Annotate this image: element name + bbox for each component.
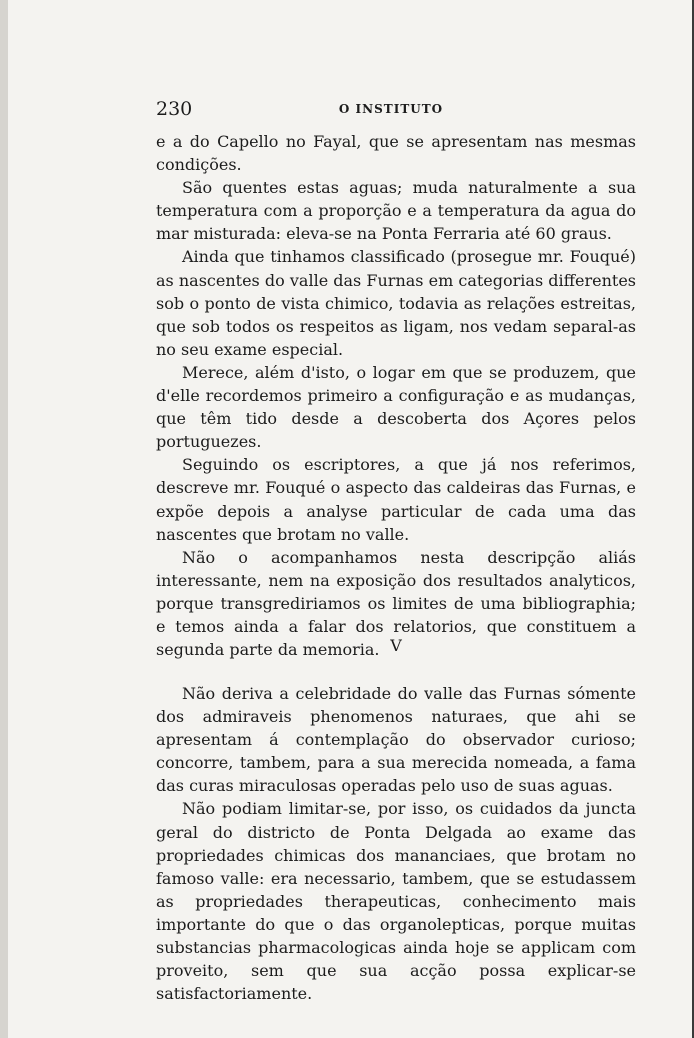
paragraph: São quentes estas aguas; muda naturalmente a sua temperatura com a proporção e a temperatura da agua do mar misturada: eleva-se na Ponta Ferraria até 60 graus. bbox=[156, 178, 636, 244]
paragraph: e a do Capello no Fayal, que se apresentam nas mesmas condições. bbox=[156, 132, 636, 175]
paragraph: Ainda que tinhamos classificado (prosegue mr. Fouqué) as nascentes do valle das Furnas em categorias differentes sob o ponto de vista chimico, todavia as relações estreitas, que sob todos os respeitos as ligam, nos vedam separal-as no seu exame especial. bbox=[156, 247, 636, 359]
paragraph: Merece, além d'isto, o logar em que se produzem, que d'elle recordemos primeiro a configuração e as mudanças, que têm tido desde a descoberta dos Açores pelos portuguezes. bbox=[156, 362, 636, 452]
page-number: 230 bbox=[156, 98, 193, 120]
paragraph: Não o acompanhamos nesta descripção aliás interessante, nem na exposição dos resultados analyticos, porque transgrediriamos os limites de uma bibliographia; e temos ainda a falar dos relatorios, que constituem a segunda parte da memoria. bbox=[156, 547, 636, 660]
page-header bbox=[156, 98, 626, 122]
paragraph: Não deriva a celebridade do valle das Furnas sómente dos admiraveis phenomenos naturaes, que ahi se apresentam á contemplação do observador curioso; concorre, tambem, para a sua merecida nomeada, a fama das curas miraculosas operadas pelo uso de suas aguas. bbox=[156, 684, 636, 796]
text-block-section-v bbox=[156, 682, 636, 1005]
paragraph: Seguindo os escriptores, a que já nos referimos, descreve mr. Fouqué o aspecto das caldeiras das Furnas, e expõe depois a analyse particular de cada uma das nascentes que brotam no valle. bbox=[156, 455, 636, 544]
running-title: O INSTITUTO bbox=[338, 102, 444, 116]
text-block-before-section bbox=[156, 130, 636, 661]
section-heading: V bbox=[390, 636, 402, 655]
paragraph: Não podiam limitar-se, por isso, os cuidados da juncta geral do districto de Ponta Delgada ao exame das propriedades chimicas dos mananciaes, que brotam no famoso valle: era necessario, tambem, que se estudassem as propriedades therapeuticas, conhecimento mais importante do que o das organolepticas, porque muitas substancias pharmacologicas ainda hoje se applicam com proveito, sem que sua acção possa explicar-se satisfactoriamente. bbox=[156, 799, 636, 1004]
